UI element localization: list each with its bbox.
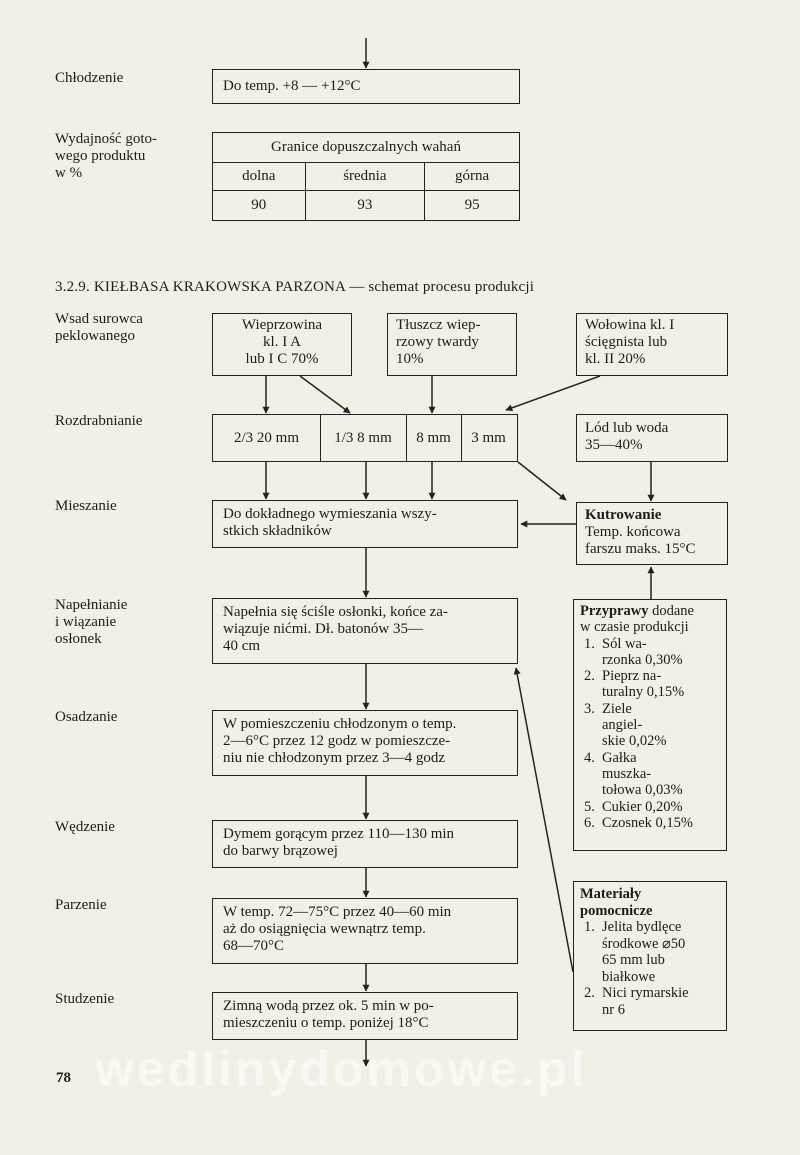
arrow-wieprz-8mm xyxy=(300,376,350,413)
kutrowanie-title: Kutrowanie xyxy=(585,507,662,523)
yield-col-dolna: dolna xyxy=(213,163,306,191)
arrow-wolowina-3mm xyxy=(506,376,600,410)
napelnianie-line-1: Napełnia się ściśle osłonki, końce za- xyxy=(223,604,448,620)
przyprawy-item-text: skie 0,02% xyxy=(602,733,667,750)
przyprawy-item-text: Sól wa- xyxy=(602,635,647,652)
yield-col-gorna: górna xyxy=(425,163,520,191)
stage-osadzanie: Osadzanie xyxy=(55,709,118,725)
tluszcz-line-3: 10% xyxy=(396,351,424,367)
wydajnosc-label: Wydajność goto- wego produktu w % xyxy=(55,131,157,181)
przyprawy-item-number: 2. xyxy=(584,668,595,685)
przyprawy-item-number: 6. xyxy=(584,814,595,831)
yield-col-srednia: średnia xyxy=(305,163,425,191)
chlodzenie-label: Chłodzenie xyxy=(55,70,124,86)
grinding-seg-3: 8 mm xyxy=(406,415,462,461)
napelnianie-line-2: wiązuje nićmi. Dł. batonów 35— xyxy=(223,621,423,637)
arrow-materialy-fill xyxy=(516,668,573,972)
materialy-item-text: Nici rymarskie xyxy=(602,985,689,1001)
kutrowanie-line-2: farszu maks. 15°C xyxy=(585,541,696,557)
stage-parzenie: Parzenie xyxy=(55,897,107,913)
wolowina-line-3: kl. II 20% xyxy=(585,351,646,367)
studzenie-line-1: Zimną wodą przez ok. 5 min w po- xyxy=(223,998,434,1014)
tluszcz-line-1: Tłuszcz wiep- xyxy=(396,317,481,333)
osadzanie-line-2: 2—6°C przez 12 godz w pomieszcze- xyxy=(223,733,451,749)
stage-wsad: Wsad surowca peklowanego xyxy=(55,311,143,344)
yield-val-dolna: 90 xyxy=(213,191,306,221)
przyprawy-item-number: 4. xyxy=(584,749,595,766)
materialy-item-text: białkowe xyxy=(602,968,656,985)
przyprawy-item-text: Gałka xyxy=(602,749,637,766)
przyprawy-item-text: muszka- xyxy=(602,765,652,782)
przyprawy-subtitle: w czasie produkcji xyxy=(580,619,689,636)
section-heading: 3.2.9. KIEŁBASA KRAKOWSKA PARZONA — schemat procesu produkcji xyxy=(55,279,535,295)
materialy-item-text: 65 mm lub xyxy=(602,952,665,968)
przyprawy-item-text: Czosnek 0,15% xyxy=(602,814,694,831)
materialy-item-text: Jelita bydlęce xyxy=(602,919,682,935)
mieszanie-line-2: stkich składników xyxy=(223,523,332,539)
stage-mieszanie: Mieszanie xyxy=(55,498,117,514)
yield-table-header: Granice dopuszczalnych wahań xyxy=(213,133,520,163)
wedzenie-line-1: Dymem gorącym przez 110—130 min xyxy=(223,826,455,842)
parzenie-line-1: W temp. 72—75°C przez 40—60 min xyxy=(223,904,452,920)
materialy-item-text: nr 6 xyxy=(602,1001,625,1018)
arrow-3mm-kutrowanie xyxy=(518,462,566,500)
watermark-text: wedlinydomowe.pl xyxy=(95,1041,588,1097)
wieprzowina-box: Wieprzowina kl. I A lub I C 70% xyxy=(212,313,352,376)
studzenie-line-2: mieszczeniu o temp. poniżej 18°C xyxy=(223,1015,429,1031)
mieszanie-line-1: Do dokładnego wymieszania wszy- xyxy=(223,506,437,522)
przyprawy-item-number: 1. xyxy=(584,635,595,652)
osadzanie-line-3: niu nie chłodzonym przez 3—4 godz xyxy=(223,750,446,766)
page-number: 78 xyxy=(56,1070,71,1086)
yield-val-gorna: 95 xyxy=(425,191,520,221)
wedzenie-line-2: do barwy brązowej xyxy=(223,843,338,859)
kutrowanie-line-1: Temp. końcowa xyxy=(585,524,681,540)
parzenie-line-3: 68—70°C xyxy=(223,938,285,954)
przyprawy-item-text: Pieprz na- xyxy=(602,668,662,685)
grinding-seg-2: 1/3 8 mm xyxy=(320,415,407,461)
stage-wedzenie: Wędzenie xyxy=(55,819,115,835)
przyprawy-item-text: angiel- xyxy=(602,717,643,734)
osadzanie-line-1: W pomieszczeniu chłodzonym o temp. xyxy=(223,716,457,732)
tluszcz-line-2: rzowy twardy xyxy=(396,334,479,350)
przyprawy-item-text: Ziele xyxy=(602,700,632,717)
przyprawy-item-text: turalny 0,15% xyxy=(602,684,685,701)
materialy-item-number: 1. xyxy=(584,919,595,935)
przyprawy-item-text: tołowa 0,03% xyxy=(602,782,683,799)
parzenie-line-2: aż do osiągnięcia wewnątrz temp. xyxy=(223,921,426,937)
lod-line-1: Lód lub woda xyxy=(585,420,669,436)
przyprawy-item-text: rzonka 0,30% xyxy=(602,651,683,668)
materialy-item-text: środkowe ⌀50 xyxy=(602,935,686,952)
przyprawy-title-rest: dodane xyxy=(648,603,694,619)
yield-val-srednia: 93 xyxy=(305,191,425,221)
stage-studzenie: Studzenie xyxy=(55,991,115,1007)
stage-napelnianie: Napełnianie i wiązanie osłonek xyxy=(55,597,128,647)
materialy-item-number: 2. xyxy=(584,985,595,1001)
materialy-title-1: Materiały xyxy=(580,886,642,902)
przyprawy-item-text: Cukier 0,20% xyxy=(602,798,683,815)
przyprawy-item-number: 5. xyxy=(584,798,595,815)
materialy-title-2: pomocnicze xyxy=(580,902,653,919)
przyprawy-item-number: 3. xyxy=(584,700,595,717)
stage-rozdrabnianie: Rozdrabnianie xyxy=(55,413,143,429)
wolowina-line-2: ścięgnista lub xyxy=(585,334,668,350)
chlodzenie-box-text: Do temp. +8 — +12°C xyxy=(223,78,361,94)
lod-line-2: 35—40% xyxy=(585,437,643,453)
przyprawy-title: Przyprawy xyxy=(580,603,649,619)
grinding-seg-4: 3 mm xyxy=(471,429,506,446)
grinding-seg-1: 2/3 20 mm xyxy=(213,415,321,461)
wolowina-line-1: Wołowina kl. I xyxy=(585,317,675,333)
napelnianie-line-3: 40 cm xyxy=(223,638,261,654)
